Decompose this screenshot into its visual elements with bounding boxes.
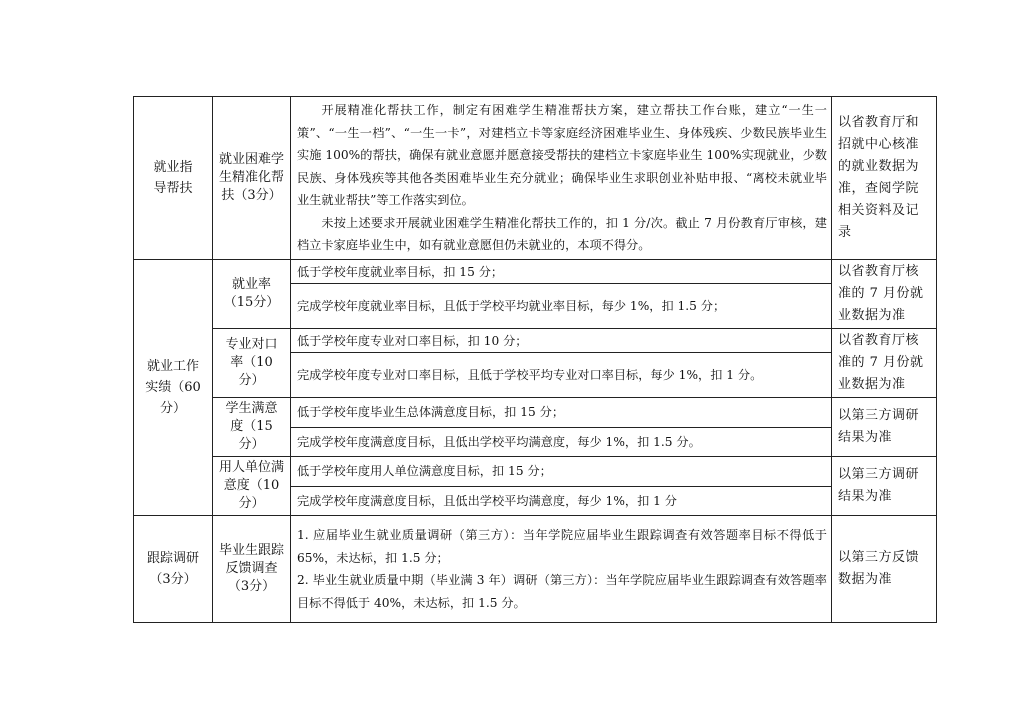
basis-text: 以省教育厅核准的 7 月份就业数据为准 [838,264,924,323]
criteria-line: 低于学校年度毕业生总体满意度目标，扣 15 分； [297,405,565,420]
table-row [134,457,937,487]
criteria-paragraph: 未按上述要求开展就业困难学生精准化帮扶工作的，扣 1 分/次。截止 7 月份教育厅审核，建档立卡家庭毕业生中，如有就业意愿但仍未就业的，本项不得分。 [297,215,827,253]
basis-text: 以第三方反馈数据为准 [838,550,920,587]
subcategory-text: 就业率（15分） [223,277,280,310]
criteria-cell [291,516,832,623]
basis-cell [832,260,937,329]
subcategory-cell [213,329,291,398]
category-text: 就业工作实绩（60分） [145,359,201,416]
subcategory-cell [213,516,291,623]
category-text: 就业指导帮扶 [153,160,193,196]
criteria-cell [291,260,832,284]
table-row [134,398,937,428]
basis-cell [832,97,937,260]
criteria-paragraph: 2. 毕业生就业质量中期（毕业满 3 年）调研（第三方）：当年学院应届毕业生跟踪调查有效答题率目标不得低于 40%，未达标，扣 1.5 分。 [297,573,827,610]
subcategory-text: 学生满意度（15分） [225,401,278,452]
criteria-cell [291,486,832,516]
basis-cell [832,329,937,398]
subcategory-text: 就业困难学生精准化帮扶（3分） [218,152,284,203]
subcategory-cell [213,457,291,516]
subcategory-cell [213,260,291,329]
category-text: 跟踪调研（3分） [146,551,199,587]
basis-cell [832,457,937,516]
criteria-cell [291,329,832,353]
criteria-cell [291,97,832,260]
basis-text: 以省教育厅核准的 7 月份就业数据为准 [838,333,924,392]
criteria-line: 低于学校年度专业对口率目标，扣 10 分； [297,333,528,348]
subcategory-cell [213,97,291,260]
criteria-line: 完成学校年度满意度目标，且低出学校平均满意度，每少 1%，扣 1.5 分。 [297,434,701,449]
basis-cell [832,398,937,457]
category-cell [134,260,213,516]
subcategory-text: 用人单位满意度（10分） [218,460,284,511]
basis-cell [832,516,937,623]
criteria-line: 低于学校年度用人单位满意度目标，扣 15 分； [297,464,552,479]
criteria-line: 低于学校年度就业率目标，扣 15 分； [297,264,504,279]
criteria-cell [291,284,832,329]
criteria-cell [291,398,832,428]
table-row [134,516,937,623]
basis-text: 以第三方调研结果为准 [838,408,920,445]
subcategory-text: 毕业生跟踪反馈调查（3分） [218,543,284,594]
criteria-line: 完成学校年度满意度目标，且低出学校平均满意度，每少 1%，扣 1 分 [297,493,677,508]
criteria-paragraph: 1. 应届毕业生就业质量调研（第三方）：当年学院应届毕业生跟踪调查有效答题率目标不得低于 65%，未达标，扣 1.5 分； [297,528,827,565]
criteria-cell [291,353,832,398]
subcategory-text: 专业对口率（10分） [225,337,278,388]
criteria-line: 完成学校年度就业率目标，且低于学校平均就业率目标，每少 1%，扣 1.5 分； [297,299,726,313]
criteria-paragraph: 开展精准化帮扶工作，制定有困难学生精准帮扶方案，建立帮扶工作台账，建立“一生一策”、“一生一档”、“一生一卡”，对建档立卡等家庭经济困难毕业生、身体残疾、少数民族毕业生实施 100%的帮扶，确保有就业意愿并愿意接受帮扶的建档立卡家庭毕业生 100%实现就业，少数民族、身体残疾等其他各类困难毕业生充分就业；确保毕业生求职创业补贴申报、“离校未就业毕业生就业帮扶”等工作落实到位。 [297,103,827,208]
table-row [134,329,937,353]
table-row [134,97,937,260]
table-row [134,260,937,284]
criteria-line: 完成学校年度专业对口率目标，且低于学校平均专业对口率目标，每少 1%，扣 1 分。 [297,368,763,382]
basis-text: 以省教育厅和招就中心核准的就业数据为准，查阅学院相关资料及记录 [838,115,920,240]
basis-text: 以第三方调研结果为准 [838,467,920,504]
criteria-cell [291,427,832,457]
subcategory-cell [213,398,291,457]
evaluation-table [133,96,937,623]
category-cell [134,97,213,260]
criteria-cell [291,457,832,487]
category-cell [134,516,213,623]
